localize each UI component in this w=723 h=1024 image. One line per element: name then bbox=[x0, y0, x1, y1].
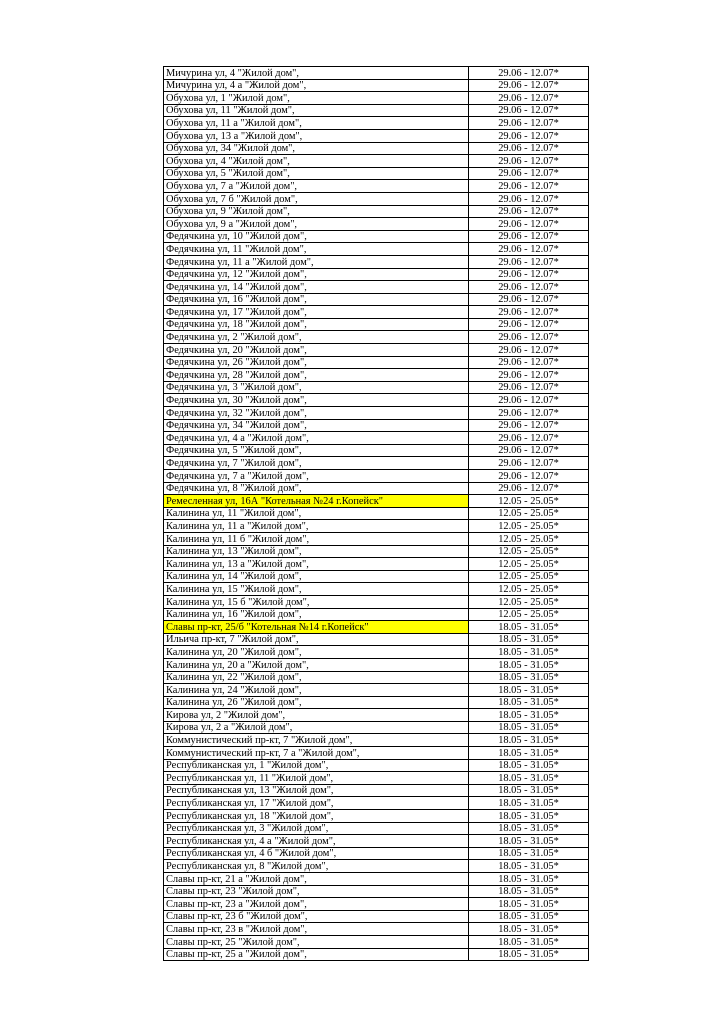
period-cell: 18.05 - 31.05* bbox=[469, 696, 589, 709]
table-row bbox=[164, 860, 589, 873]
period-cell: 18.05 - 31.05* bbox=[469, 885, 589, 898]
period-cell: 18.05 - 31.05* bbox=[469, 621, 589, 634]
period-cell: 12.05 - 25.05* bbox=[469, 583, 589, 596]
table-row bbox=[164, 306, 589, 319]
address-cell: Обухова ул, 9 "Жилой дом", bbox=[164, 205, 469, 218]
address-cell: Коммунистический пр-кт, 7 а "Жилой дом", bbox=[164, 747, 469, 760]
table-row bbox=[164, 784, 589, 797]
address-cell: Калинина ул, 14 "Жилой дом", bbox=[164, 570, 469, 583]
address-cell: Обухова ул, 13 а "Жилой дом", bbox=[164, 129, 469, 142]
table-row bbox=[164, 230, 589, 243]
period-cell: 29.06 - 12.07* bbox=[469, 167, 589, 180]
period-cell: 18.05 - 31.05* bbox=[469, 671, 589, 684]
address-cell: Федячкина ул, 7 "Жилой дом", bbox=[164, 457, 469, 470]
table-row bbox=[164, 721, 589, 734]
period-cell: 12.05 - 25.05* bbox=[469, 558, 589, 571]
table-row bbox=[164, 180, 589, 193]
address-cell: Славы пр-кт, 25 а "Жилой дом", bbox=[164, 948, 469, 961]
address-cell: Калинина ул, 11 "Жилой дом", bbox=[164, 507, 469, 520]
table-row bbox=[164, 873, 589, 886]
period-cell: 18.05 - 31.05* bbox=[469, 772, 589, 785]
address-cell: Республиканская ул, 8 "Жилой дом", bbox=[164, 860, 469, 873]
address-cell: Федячкина ул, 2 "Жилой дом", bbox=[164, 331, 469, 344]
address-cell: Федячкина ул, 20 "Жилой дом", bbox=[164, 344, 469, 357]
period-cell: 29.06 - 12.07* bbox=[469, 432, 589, 445]
period-cell: 29.06 - 12.07* bbox=[469, 306, 589, 319]
period-cell: 18.05 - 31.05* bbox=[469, 721, 589, 734]
address-cell: Славы пр-кт, 23 "Жилой дом", bbox=[164, 885, 469, 898]
period-cell: 29.06 - 12.07* bbox=[469, 79, 589, 92]
period-cell: 29.06 - 12.07* bbox=[469, 394, 589, 407]
address-cell: Калинина ул, 15 б "Жилой дом", bbox=[164, 595, 469, 608]
period-cell: 29.06 - 12.07* bbox=[469, 155, 589, 168]
table-row bbox=[164, 356, 589, 369]
address-cell: Славы пр-кт, 21 а "Жилой дом", bbox=[164, 873, 469, 886]
period-cell: 29.06 - 12.07* bbox=[469, 419, 589, 432]
table-row bbox=[164, 910, 589, 923]
table-row bbox=[164, 92, 589, 105]
table-row bbox=[164, 709, 589, 722]
table-row bbox=[164, 117, 589, 130]
address-cell: Славы пр-кт, 25/б "Котельная №14 г.Копейск" bbox=[164, 621, 469, 634]
address-cell: Калинина ул, 20 а "Жилой дом", bbox=[164, 658, 469, 671]
period-cell: 29.06 - 12.07* bbox=[469, 356, 589, 369]
table-row bbox=[164, 621, 589, 634]
period-cell: 18.05 - 31.05* bbox=[469, 847, 589, 860]
period-cell: 18.05 - 31.05* bbox=[469, 658, 589, 671]
period-cell: 18.05 - 31.05* bbox=[469, 948, 589, 961]
address-cell: Кирова ул, 2 а "Жилой дом", bbox=[164, 721, 469, 734]
period-cell: 12.05 - 25.05* bbox=[469, 608, 589, 621]
address-cell: Обухова ул, 9 а "Жилой дом", bbox=[164, 218, 469, 231]
table-row bbox=[164, 847, 589, 860]
table-row bbox=[164, 885, 589, 898]
address-cell: Федячкина ул, 3 "Жилой дом", bbox=[164, 381, 469, 394]
address-cell: Калинина ул, 15 "Жилой дом", bbox=[164, 583, 469, 596]
table-row bbox=[164, 394, 589, 407]
period-cell: 29.06 - 12.07* bbox=[469, 192, 589, 205]
table-row bbox=[164, 344, 589, 357]
table-row bbox=[164, 457, 589, 470]
period-cell: 18.05 - 31.05* bbox=[469, 835, 589, 848]
period-cell: 12.05 - 25.05* bbox=[469, 507, 589, 520]
address-cell: Калинина ул, 11 б "Жилой дом", bbox=[164, 532, 469, 545]
table-row bbox=[164, 747, 589, 760]
period-cell: 29.06 - 12.07* bbox=[469, 205, 589, 218]
table-row bbox=[164, 835, 589, 848]
address-cell: Славы пр-кт, 23 б "Жилой дом", bbox=[164, 910, 469, 923]
period-cell: 18.05 - 31.05* bbox=[469, 822, 589, 835]
table-row bbox=[164, 558, 589, 571]
table-row bbox=[164, 255, 589, 268]
period-cell: 12.05 - 25.05* bbox=[469, 495, 589, 508]
table-row bbox=[164, 772, 589, 785]
address-cell: Славы пр-кт, 25 "Жилой дом", bbox=[164, 935, 469, 948]
period-cell: 29.06 - 12.07* bbox=[469, 129, 589, 142]
table-row bbox=[164, 595, 589, 608]
period-cell: 29.06 - 12.07* bbox=[469, 92, 589, 105]
address-cell: Ильича пр-кт, 7 "Жилой дом", bbox=[164, 633, 469, 646]
address-cell: Республиканская ул, 18 "Жилой дом", bbox=[164, 810, 469, 823]
table-row bbox=[164, 671, 589, 684]
table-row bbox=[164, 129, 589, 142]
address-cell: Мичурина ул, 4 "Жилой дом", bbox=[164, 67, 469, 80]
address-cell: Республиканская ул, 3 "Жилой дом", bbox=[164, 822, 469, 835]
address-cell: Обухова ул, 34 "Жилой дом", bbox=[164, 142, 469, 155]
period-cell: 18.05 - 31.05* bbox=[469, 709, 589, 722]
address-cell: Обухова ул, 7 б "Жилой дом", bbox=[164, 192, 469, 205]
address-cell: Федячкина ул, 11 "Жилой дом", bbox=[164, 243, 469, 256]
period-cell: 29.06 - 12.07* bbox=[469, 104, 589, 117]
address-cell: Федячкина ул, 32 "Жилой дом", bbox=[164, 407, 469, 420]
outage-schedule-table bbox=[163, 66, 589, 961]
table-row bbox=[164, 218, 589, 231]
table-row bbox=[164, 331, 589, 344]
period-cell: 12.05 - 25.05* bbox=[469, 570, 589, 583]
table-row bbox=[164, 759, 589, 772]
address-cell: Федячкина ул, 11 а "Жилой дом", bbox=[164, 255, 469, 268]
address-cell: Федячкина ул, 5 "Жилой дом", bbox=[164, 444, 469, 457]
table-row bbox=[164, 192, 589, 205]
address-cell: Обухова ул, 7 а "Жилой дом", bbox=[164, 180, 469, 193]
address-cell: Федячкина ул, 10 "Жилой дом", bbox=[164, 230, 469, 243]
table-row bbox=[164, 268, 589, 281]
period-cell: 29.06 - 12.07* bbox=[469, 117, 589, 130]
table-row bbox=[164, 432, 589, 445]
table-row bbox=[164, 608, 589, 621]
table-body bbox=[164, 67, 589, 961]
table-row bbox=[164, 79, 589, 92]
table-row bbox=[164, 281, 589, 294]
period-cell: 29.06 - 12.07* bbox=[469, 381, 589, 394]
address-cell: Ремесленная ул, 16А "Котельная №24 г.Копейск" bbox=[164, 495, 469, 508]
address-cell: Славы пр-кт, 23 а "Жилой дом", bbox=[164, 898, 469, 911]
address-cell: Федячкина ул, 26 "Жилой дом", bbox=[164, 356, 469, 369]
table-row bbox=[164, 407, 589, 420]
period-cell: 12.05 - 25.05* bbox=[469, 595, 589, 608]
period-cell: 29.06 - 12.07* bbox=[469, 243, 589, 256]
address-cell: Кирова ул, 2 "Жилой дом", bbox=[164, 709, 469, 722]
period-cell: 29.06 - 12.07* bbox=[469, 142, 589, 155]
table-row bbox=[164, 797, 589, 810]
period-cell: 29.06 - 12.07* bbox=[469, 67, 589, 80]
period-cell: 29.06 - 12.07* bbox=[469, 218, 589, 231]
period-cell: 12.05 - 25.05* bbox=[469, 520, 589, 533]
address-cell: Республиканская ул, 4 б "Жилой дом", bbox=[164, 847, 469, 860]
address-cell: Коммунистический пр-кт, 7 "Жилой дом", bbox=[164, 734, 469, 747]
table-row bbox=[164, 155, 589, 168]
address-cell: Федячкина ул, 34 "Жилой дом", bbox=[164, 419, 469, 432]
address-cell: Федячкина ул, 28 "Жилой дом", bbox=[164, 369, 469, 382]
table-row bbox=[164, 948, 589, 961]
address-cell: Калинина ул, 22 "Жилой дом", bbox=[164, 671, 469, 684]
period-cell: 18.05 - 31.05* bbox=[469, 784, 589, 797]
address-cell: Калинина ул, 16 "Жилой дом", bbox=[164, 608, 469, 621]
address-cell: Калинина ул, 11 а "Жилой дом", bbox=[164, 520, 469, 533]
period-cell: 18.05 - 31.05* bbox=[469, 633, 589, 646]
address-cell: Федячкина ул, 17 "Жилой дом", bbox=[164, 306, 469, 319]
table-row bbox=[164, 419, 589, 432]
period-cell: 18.05 - 31.05* bbox=[469, 759, 589, 772]
address-cell: Федячкина ул, 8 "Жилой дом", bbox=[164, 482, 469, 495]
table-row bbox=[164, 205, 589, 218]
table-row bbox=[164, 167, 589, 180]
period-cell: 18.05 - 31.05* bbox=[469, 923, 589, 936]
table-row bbox=[164, 67, 589, 80]
period-cell: 18.05 - 31.05* bbox=[469, 873, 589, 886]
period-cell: 12.05 - 25.05* bbox=[469, 545, 589, 558]
period-cell: 18.05 - 31.05* bbox=[469, 810, 589, 823]
address-cell: Калинина ул, 26 "Жилой дом", bbox=[164, 696, 469, 709]
table-row bbox=[164, 532, 589, 545]
address-cell: Федячкина ул, 16 "Жилой дом", bbox=[164, 293, 469, 306]
period-cell: 18.05 - 31.05* bbox=[469, 684, 589, 697]
address-cell: Федячкина ул, 30 "Жилой дом", bbox=[164, 394, 469, 407]
table-row bbox=[164, 104, 589, 117]
table-row bbox=[164, 935, 589, 948]
table-row bbox=[164, 142, 589, 155]
address-cell: Федячкина ул, 4 а "Жилой дом", bbox=[164, 432, 469, 445]
table-row bbox=[164, 381, 589, 394]
period-cell: 29.06 - 12.07* bbox=[469, 482, 589, 495]
table-row bbox=[164, 898, 589, 911]
period-cell: 29.06 - 12.07* bbox=[469, 444, 589, 457]
address-cell: Обухова ул, 4 "Жилой дом", bbox=[164, 155, 469, 168]
period-cell: 29.06 - 12.07* bbox=[469, 268, 589, 281]
period-cell: 29.06 - 12.07* bbox=[469, 407, 589, 420]
period-cell: 29.06 - 12.07* bbox=[469, 180, 589, 193]
period-cell: 18.05 - 31.05* bbox=[469, 797, 589, 810]
table-row bbox=[164, 369, 589, 382]
table-row bbox=[164, 470, 589, 483]
address-cell: Федячкина ул, 18 "Жилой дом", bbox=[164, 318, 469, 331]
address-cell: Калинина ул, 13 а "Жилой дом", bbox=[164, 558, 469, 571]
table-row bbox=[164, 507, 589, 520]
period-cell: 29.06 - 12.07* bbox=[469, 255, 589, 268]
period-cell: 18.05 - 31.05* bbox=[469, 935, 589, 948]
address-cell: Республиканская ул, 4 а "Жилой дом", bbox=[164, 835, 469, 848]
period-cell: 29.06 - 12.07* bbox=[469, 331, 589, 344]
table-row bbox=[164, 923, 589, 936]
period-cell: 29.06 - 12.07* bbox=[469, 230, 589, 243]
table-row bbox=[164, 520, 589, 533]
table-row bbox=[164, 658, 589, 671]
table-row bbox=[164, 633, 589, 646]
period-cell: 18.05 - 31.05* bbox=[469, 747, 589, 760]
address-cell: Федячкина ул, 12 "Жилой дом", bbox=[164, 268, 469, 281]
address-cell: Обухова ул, 11 а "Жилой дом", bbox=[164, 117, 469, 130]
address-cell: Калинина ул, 24 "Жилой дом", bbox=[164, 684, 469, 697]
address-cell: Республиканская ул, 1 "Жилой дом", bbox=[164, 759, 469, 772]
period-cell: 29.06 - 12.07* bbox=[469, 344, 589, 357]
address-cell: Калинина ул, 13 "Жилой дом", bbox=[164, 545, 469, 558]
period-cell: 29.06 - 12.07* bbox=[469, 369, 589, 382]
address-cell: Славы пр-кт, 23 в "Жилой дом", bbox=[164, 923, 469, 936]
address-cell: Обухова ул, 11 "Жилой дом", bbox=[164, 104, 469, 117]
table-row bbox=[164, 822, 589, 835]
table-row bbox=[164, 646, 589, 659]
period-cell: 29.06 - 12.07* bbox=[469, 457, 589, 470]
table-row bbox=[164, 243, 589, 256]
period-cell: 29.06 - 12.07* bbox=[469, 281, 589, 294]
address-cell: Федячкина ул, 7 а "Жилой дом", bbox=[164, 470, 469, 483]
table-row bbox=[164, 734, 589, 747]
address-cell: Республиканская ул, 13 "Жилой дом", bbox=[164, 784, 469, 797]
address-cell: Республиканская ул, 17 "Жилой дом", bbox=[164, 797, 469, 810]
period-cell: 18.05 - 31.05* bbox=[469, 898, 589, 911]
period-cell: 29.06 - 12.07* bbox=[469, 318, 589, 331]
period-cell: 12.05 - 25.05* bbox=[469, 532, 589, 545]
table-row bbox=[164, 495, 589, 508]
table-row bbox=[164, 318, 589, 331]
address-cell: Федячкина ул, 14 "Жилой дом", bbox=[164, 281, 469, 294]
table-row bbox=[164, 696, 589, 709]
table-row bbox=[164, 583, 589, 596]
table-row bbox=[164, 482, 589, 495]
table-row bbox=[164, 684, 589, 697]
period-cell: 29.06 - 12.07* bbox=[469, 293, 589, 306]
table-row bbox=[164, 293, 589, 306]
address-cell: Обухова ул, 1 "Жилой дом", bbox=[164, 92, 469, 105]
table-row bbox=[164, 810, 589, 823]
period-cell: 18.05 - 31.05* bbox=[469, 910, 589, 923]
address-cell: Обухова ул, 5 "Жилой дом", bbox=[164, 167, 469, 180]
table-row bbox=[164, 545, 589, 558]
address-cell: Республиканская ул, 11 "Жилой дом", bbox=[164, 772, 469, 785]
table-row bbox=[164, 570, 589, 583]
period-cell: 18.05 - 31.05* bbox=[469, 860, 589, 873]
address-cell: Калинина ул, 20 "Жилой дом", bbox=[164, 646, 469, 659]
address-cell: Мичурина ул, 4 а "Жилой дом", bbox=[164, 79, 469, 92]
period-cell: 18.05 - 31.05* bbox=[469, 646, 589, 659]
period-cell: 29.06 - 12.07* bbox=[469, 470, 589, 483]
period-cell: 18.05 - 31.05* bbox=[469, 734, 589, 747]
table-row bbox=[164, 444, 589, 457]
